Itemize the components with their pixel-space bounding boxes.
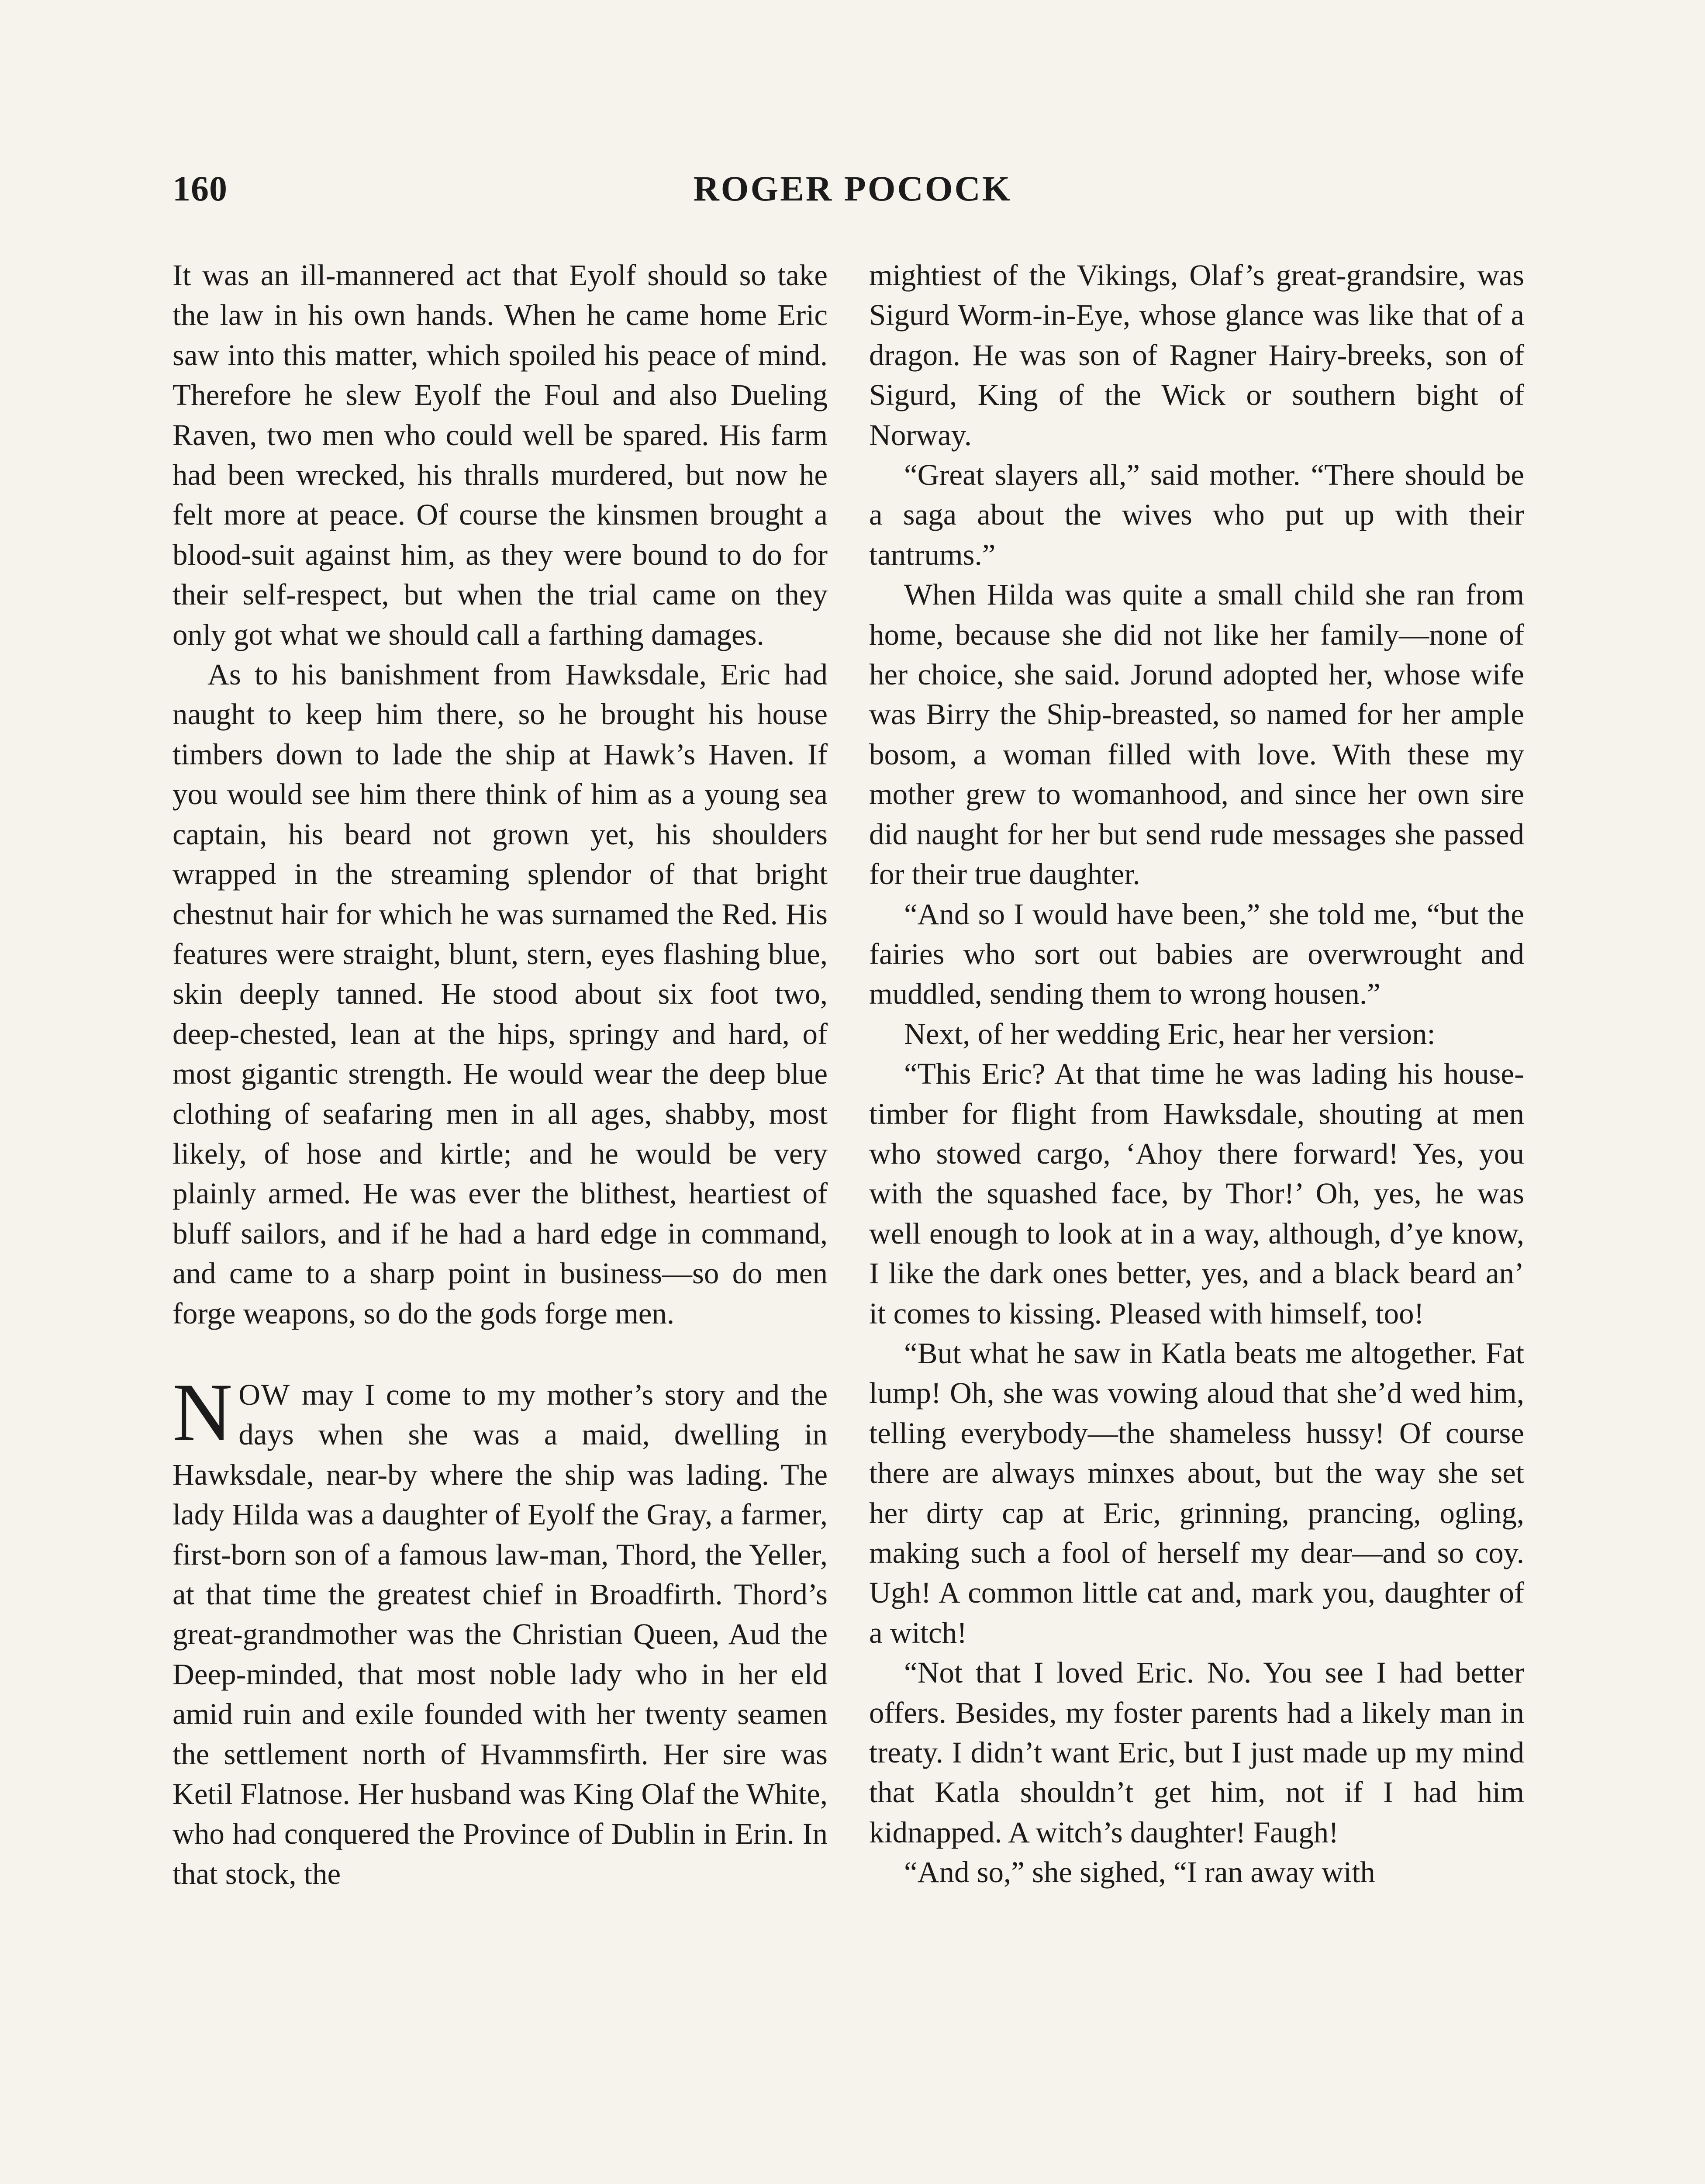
small-caps-lead: OW (238, 1378, 291, 1411)
paragraph: As to his banishment from Hawksdale, Eric had naught to keep him there, so he brought his house timbers down to lade the ship at Hawk’s Haven. If you would see him there think of him as a young sea captain, his beard not grown yet, his shoulders wrapped in the streaming splendor of that bright chestnut hair for which he was surnamed the Red. His features were straight, blunt, stern, eyes flashing blue, skin deeply tanned. He stood about six foot two, deep-chested, lean at the hips, springy and hard, of most gigantic strength. He would wear the deep blue clothing of seafaring men in all ages, shabby, most likely, of hose and kirtle; and he would be very plainly armed. He was ever the blithest, heartiest of bluff sailors, and if he had a hard edge in command, and came to a sharp point in business—so do men forge weapons, so do the gods forge men. (173, 658, 828, 1330)
section-text: may I come to my mother’s story and the days when she was a maid, dwelling in Hawksdale, near-by where the ship was lading. The lady Hilda was a daughter of Eyolf the Gray, a farmer, first-born son of a famous law-man, Thord, the Yeller, at that time the greatest chief in Broadfirth. Thord’s great-grandmother was the Christian Queen, Aud the Deep-minded, that most noble lady who in her eld amid ruin and exile founded with her twenty seamen the settlement north of Hvammsfirth. Her sire was Ketil Flatnose. Her husband was King Olaf the White, who had conquered the Province of Dublin in Erin. In that stock, the (173, 1378, 828, 1890)
section-opening-paragraph (173, 1366, 828, 1894)
paragraph: mightiest of the Vikings, Olaf’s great-grandsire, was Sigurd Worm-in-Eye, whose glance was like that of a dragon. He was son of Ragner Hairy-breeks, son of Sigurd, King of the Wick or southern bight of Norway. (869, 259, 1524, 452)
paragraph: “Great slayers all,” said mother. “There should be a saga about the wives who put up with their tantrums.” (869, 458, 1524, 571)
paragraph: It was an ill-mannered act that Eyolf should so take the law in his own hands. When he came home Eric saw into this matter, which spoiled his peace of mind. Therefore he slew Eyolf the Foul and also Dueling Raven, two men who could well be spared. His farm had been wrecked, his thralls murdered, but now he felt more at peace. Of course the kinsmen brought a blood-suit against him, as they were bound to do for their self-respect, but when the trial came on they only got what we should call a farthing damages. (173, 259, 828, 651)
page-number: 160 (173, 169, 228, 208)
paragraph: “And so,” she sighed, “I ran away with (904, 1856, 1375, 1889)
paragraph: “But what he saw in Katla beats me altogether. Fat lump! Oh, she was vowing aloud that she’d wed him, telling everybody—the shameless hussy! Of course there are always minxes about, but the way she set her dirty cap at Eric, grinning, prancing, ogling, making such a fool of herself my dear—and so coy. Ugh! A common little cat and, mark you, daughter of a witch! (869, 1336, 1524, 1649)
running-head: ROGER POCOCK (693, 169, 1012, 208)
paragraph: “This Eric? At that time he was lading his house-timber for flight from Hawksdale, shouting at men who stowed cargo, ‘Ahoy there forward! Yes, you with the squashed face, by Thor!’ Oh, yes, he was well enough to look at in a way, although, d’ye know, I like the dark ones better, yes, and a black beard an’ it comes to kissing. Pleased with himself, too! (869, 1057, 1524, 1330)
paragraph: Next, of her wedding Eric, hear her version: (904, 1017, 1436, 1051)
paragraph: “And so I would have been,” she told me, “but the fairies who sort out babies are overwrought and muddled, sending them to wrong housen.” (869, 897, 1524, 1011)
drop-cap: N (173, 1366, 233, 1458)
paragraph: When Hilda was quite a small child she ran from home, because she did not like her family—none of her choice, she said. Jorund adopted her, whose wife was Birry the Ship-breasted, so named for her ample bosom, a woman filled with love. With these my mother grew to womanhood, and since her own sire did naught for her but send rude messages she passed for their true daughter. (869, 578, 1524, 891)
paragraph: “Not that I loved Eric. No. You see I had better offers. Besides, my foster parents had a likely man in treaty. I didn’t want Eric, but I just made up my mind that Katla shouldn’t get him, not if I had him kidnapped. A witch’s daughter! Faugh! (869, 1656, 1524, 1849)
left-column (173, 256, 828, 1894)
right-column (869, 256, 1524, 1893)
page-header (0, 168, 1705, 221)
